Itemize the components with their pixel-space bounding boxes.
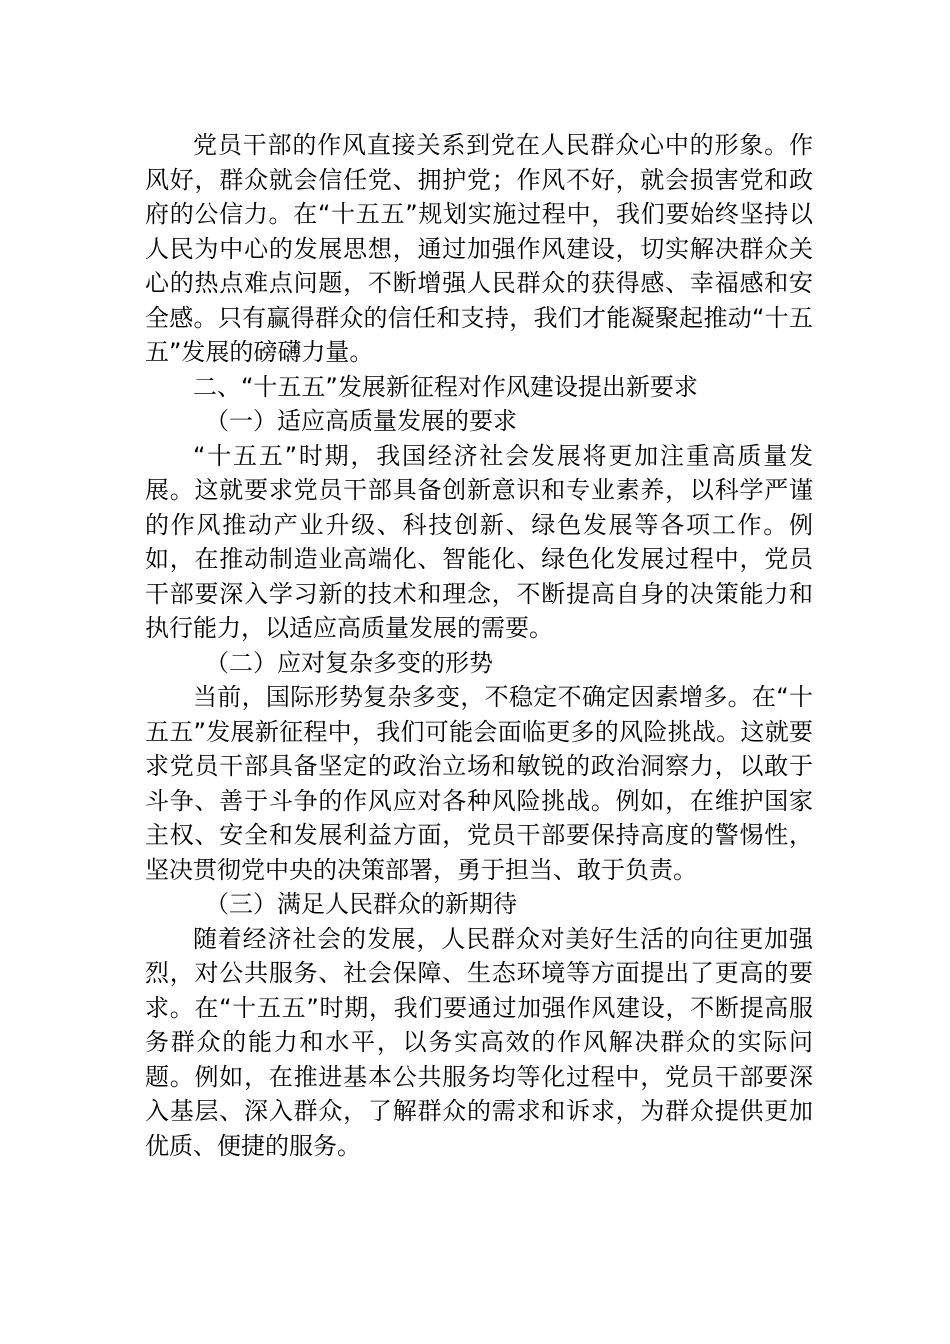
subsection-heading-1: （一）适应高质量发展的要求 [205,407,517,435]
paragraph-people-expectations: 随着经济社会的发展，人民群众对美好生活的向往更加强烈，对公共服务、社会保障、生态环境等方面提出了更高的要求。在“十五五”时期，我们要通过加强作风建设，不断提高服务群众的能力和水平，以务实高效的作风解决群众的实际问题。例如，在推进基本公共服务均等化过程中，党员干部要深入基层、深入群众，了解群众的需求和诉求，为群众提供更加优质、便捷的服务。 [145,924,813,1160]
paragraph-party-image: 党员干部的作风直接关系到党在人民群众心中的形象。作风好，群众就会信任党、拥护党；作风不好，就会损害党和政府的公信力。在“十五五”规划实施过程中，我们要始终坚持以人民为中心的发展思想，通过加强作风建设，切实解决群众关心的热点难点问题，不断增强人民群众的获得感、幸福感和安全感。只有赢得群众的信任和支持，我们才能凝聚起推动“十五五”发展的磅礴力量。 [145,131,813,366]
subsection-heading-3: （三）满足人民群众的新期待 [205,890,517,918]
paragraph-high-quality-development: “十五五”时期，我国经济社会发展将更加注重高质量发展。这就要求党员干部具备创新意识和专业素养，以科学严谨的作风推动产业升级、科技创新、绿色发展等各项工作。例如，在推动制造业高端化、智能化、绿色化发展过程中，党员干部要深入学习新的技术和理念，不断提高自身的决策能力和执行能力，以适应高质量发展的需要。 [145,441,813,642]
subsection-heading-2: （二）应对复杂多变的形势 [205,648,493,677]
section-heading-2: 二、“十五五”发展新征程对作风建设提出新要求 [193,372,698,401]
document-body [145,128,813,1163]
paragraph-complex-situation: 当前，国际形势复杂多变，不稳定不确定因素增多。在“十五五”发展新征程中，我们可能会面临更多的风险挑战。这就要求党员干部具备坚定的政治立场和敏锐的政治洞察力，以敢于斗争、善于斗争的作风应对各种风险挑战。例如，在维护国家主权、安全和发展利益方面，党员干部要保持高度的警惕性，坚决贯彻党中央的决策部署，勇于担当、敢于负责。 [145,683,813,884]
